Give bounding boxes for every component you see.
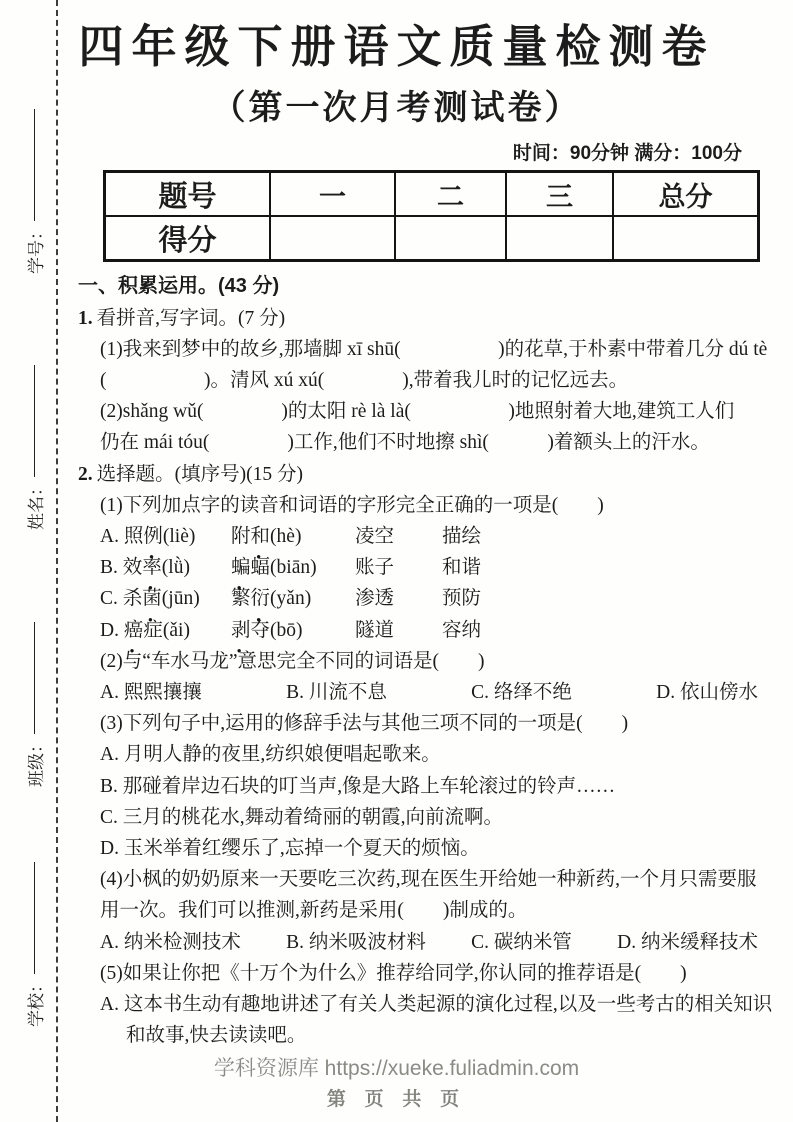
option-letter: D. [100, 619, 119, 641]
option-cell [100, 521, 231, 552]
exam-title: 四年级下册语文质量检测卷 [78, 21, 715, 72]
question-number: 1. [78, 307, 93, 329]
score-cell [395, 216, 506, 261]
option-word: 隧道 [355, 619, 395, 641]
option-word: 附和 ●(hè) [231, 521, 355, 552]
q2-sub1-stem: (1)下列加点字的读音和词语的字形完全正确的一项是( ) [100, 494, 604, 516]
watermark-source-url: 学科资源库 https://xueke.fuliadmin.com [213, 1057, 580, 1080]
margin-field-class [19, 567, 49, 787]
margin-field-student-id [19, 54, 49, 274]
q2-sub3-option-a: A. 月明人静的夜里,纺织娘便唱起歌来。 [100, 744, 441, 766]
q1-line: ( )。清风 xú xú( ),带着我儿时的记忆远去。 [100, 370, 629, 391]
option-b: B. 纳米吸波材料 [286, 931, 426, 953]
question-stem-text: 看拼音,写字词。(7 分) [96, 307, 286, 329]
option-cell [100, 615, 231, 646]
option-word: 和谐 [442, 557, 482, 579]
q2-sub1-option-row-b [78, 552, 762, 583]
q2-sub4-options [78, 927, 762, 958]
option-c: C. 碳纳米管 [471, 931, 572, 953]
q2-sub3-option-c: C. 三月的桃花水,舞动着绮丽的朝霞,向前流啊。 [100, 806, 504, 828]
option-c: C. 络绎不绝 [471, 682, 572, 704]
option-word: 照例 ●(liè) [124, 526, 196, 547]
option-word: 效率 ●(lǜ) [123, 557, 190, 578]
question-2-stem [78, 459, 762, 490]
score-table-col-1: 一 [270, 172, 395, 217]
option-word: 杀菌 ●(jūn) [123, 588, 200, 609]
exam-subtitle: （第一次月考测试卷） [211, 89, 582, 128]
q1-line: 仍在 mái tóu( )工作,他们不时地擦 shì( )着额头上的汗水。 [100, 432, 710, 454]
option-word: 凌空 [355, 526, 395, 548]
margin-field-label: 学校： [26, 976, 46, 1027]
q2-sub4-stem-line1: (4)小枫的奶奶原来一天要吃三次药,现在医生开给她一种新药,一个月只需要服 [100, 869, 757, 891]
fill-in-line [34, 109, 35, 221]
score-cell [506, 216, 613, 261]
option-word: 预防 [442, 588, 482, 610]
exam-time-score-meta: 时间：90分钟 满分：100分 [512, 143, 742, 165]
q2-sub1-option-row-a [78, 521, 762, 552]
question-number: 2. [78, 463, 93, 485]
score-table-score-row [105, 216, 759, 261]
margin-field-name [19, 310, 49, 530]
option-word: 癌 ●症(ǎi) [124, 620, 190, 641]
q2-sub5-stem: (5)如果让你把《十万个为什么》推荐给同学,你认同的推荐语是( ) [100, 962, 687, 984]
margin-field-label: 学号： [26, 223, 46, 274]
fill-in-line [34, 622, 35, 734]
fill-in-line [34, 365, 35, 477]
option-word: 容纳 [442, 619, 482, 641]
q1-line: (1)我来到梦中的故乡,那墙脚 xī shū( )的花草,于朴素中带着几分 dú tè [100, 338, 768, 360]
margin-field-label: 班级： [26, 736, 46, 787]
option-word: 描绘 [442, 526, 482, 548]
option-b: B. 川流不息 [286, 682, 387, 704]
option-word: 剥 ●夺(bō) [231, 615, 355, 646]
section-one-heading: 一、积累运用。(43 分) [78, 275, 280, 298]
option-cell [100, 552, 231, 583]
margin-field-school [19, 807, 49, 1027]
option-word: 蝙 ●蝠(biān) [231, 552, 355, 583]
q2-sub4-stem-line2: 用一次。我们可以推测,新药是采用( )制成的。 [100, 900, 528, 922]
q2-sub2-options [78, 677, 762, 708]
option-letter: C. [100, 588, 118, 610]
score-cell [270, 216, 395, 261]
q2-sub3-option-b: B. 那碰着岸边石块的叮当声,像是大路上车轮滚过的铃声…… [100, 775, 616, 797]
q2-sub2-stem: (2)与“车水马龙”意思完全不同的词语是( ) [100, 650, 485, 672]
q2-sub5-option-a-line2: 和故事,快去读读吧。 [126, 1025, 307, 1047]
margin-field-label: 姓名： [26, 479, 46, 530]
score-cell [613, 216, 759, 261]
q2-sub3-option-d: D. 玉米举着红缨乐了,忘掉一个夏天的烦恼。 [100, 838, 480, 860]
q2-sub1-option-row-c [78, 583, 762, 614]
fill-in-line [34, 862, 35, 974]
score-label-cell: 得分 [105, 216, 271, 261]
option-d: D. 依山傍水 [656, 682, 758, 704]
q1-line: (2)shǎng wǔ( )的太阳 rè là là( )地照射着大地,建筑工人们 [100, 401, 735, 423]
page-number-line: 第 页 共 页 [326, 1089, 467, 1110]
score-table-col-3: 三 [506, 172, 613, 217]
binding-cut-line [56, 0, 58, 1122]
option-letter: B. [100, 557, 118, 579]
option-word: 渗透 [355, 588, 395, 610]
score-table-corner: 题号 [105, 172, 271, 217]
question-1-stem [78, 303, 762, 334]
score-table-col-2: 二 [395, 172, 506, 217]
q2-sub5-option-a-line1: A. 这本书生动有趣地讲述了有关人类起源的演化过程,以及一些考古的相关知识 [100, 994, 773, 1016]
option-a: A. 熙熙攘攘 [100, 682, 202, 704]
score-table-header-row [105, 172, 759, 217]
option-word: 账子 [355, 557, 395, 579]
page-footer [0, 1052, 793, 1111]
q2-sub3-stem: (3)下列句子中,运用的修辞手法与其他三项不同的一项是( ) [100, 713, 629, 735]
option-letter: A. [100, 526, 119, 548]
option-d: D. 纳米缓释技术 [617, 931, 758, 953]
question-stem-text: 选择题。(填序号)(15 分) [96, 463, 303, 485]
option-cell [100, 583, 231, 614]
score-table-col-total: 总分 [613, 172, 759, 217]
score-table [103, 170, 760, 262]
option-word: 繁衍 ●(yǎn) [231, 583, 355, 614]
option-a: A. 纳米检测技术 [100, 931, 241, 953]
q2-sub1-option-row-d [78, 615, 762, 646]
exam-body [78, 271, 773, 1051]
